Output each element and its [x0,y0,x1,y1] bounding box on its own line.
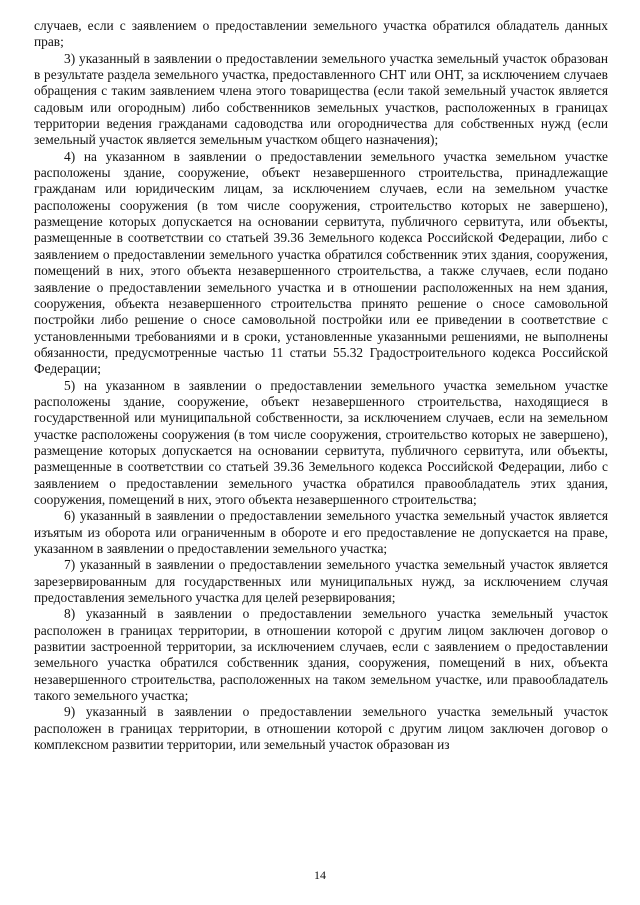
paragraph-continuation: случаев, если с заявлением о предоставлении земельного участка обратился обладатель данных прав; [34,18,608,50]
paragraph-item-9: 9) указанный в заявлении о предоставлении земельного участка земельный участок расположен в границах территории, в отношении которой с другим лицом заключен договор о комплексном развитии территории, или земельный участок образован из [34,704,608,753]
paragraph-item-8: 8) указанный в заявлении о предоставлении земельного участка земельный участок расположен в границах территории, в отношении которой с другим лицом заключен договор о развитии застроенной территории, за исключением случаев, если с заявлением о предоставлении земельного участка обратился собственник здания, сооружения, помещений в них, объекта незавершенного строительства, расположенных на таком земельном участке, или правообладатель такого земельного участка; [34,606,608,704]
paragraph-item-7: 7) указанный в заявлении о предоставлении земельного участка земельный участок является зарезервированным для государственных или муниципальных нужд, за исключением случая предоставления земельного участка для целей резервирования; [34,557,608,606]
paragraph-item-6: 6) указанный в заявлении о предоставлении земельного участка земельный участок является изъятым из оборота или ограниченным в обороте и его предоставление не допускается на праве, указанном в заявлении о предоставлении земельного участка; [34,508,608,556]
paragraph-item-3: 3) указанный в заявлении о предоставлении земельного участка земельный участок образован в результате раздела земельного участка, предоставленного СНТ или ОНТ, за исключением случаев обращения с таким заявлением члена этого товарищества (если такой земельный участок является садовым или огородным) либо собственников земельных участков, расположенных в границах территории ведения гражданами садоводства или огородничества для собственных нужд (если земельный участок является земельным участком общего назначения); [34,50,608,148]
page-number: 14 [314,868,326,882]
paragraph-item-4: 4) на указанном в заявлении о предоставлении земельного участка земельном участке расположены здание, сооружение, объект незавершенного строительства, принадлежащие гражданам или юридическим лицам, за исключением случаев, если на земельном участке расположены сооружения (в том числе сооружения, строительство которых не завершено), размещение которых допускается на основании сервитута, публичного сервитута, или объекты, размещенные в соответствии со статьей 39.36 Земельного кодекса Российской Федерации, либо с заявлением о предоставлении земельного участка обратился собственник этих здания, сооружения, помещений в них, этого объекта незавершенного строительства, а также случаев, если подано заявление о предоставлении земельного участка и в отношении расположенных на нем здания, сооружения, объекта незавершенного строительства принято решение о сносе самовольной постройки либо решение о сносе самовольной постройки или ее приведении в соответствие с установленными требованиями и в сроки, установленные указанными решениями, не выполнены обязанности, предусмотренные частью 11 статьи 55.32 Градостроительного кодекса Российской Федерации; [34,148,608,377]
document-body [34,18,608,753]
paragraph-item-5: 5) на указанном в заявлении о предоставлении земельного участка земельном участке расположены здание, сооружение, объект незавершенного строительства, находящиеся в государственной или муниципальной собственности, за исключением случаев, если на земельном участке расположены сооружения (в том числе сооружения, строительство которых не завершено), размещение которых допускается на основании сервитута, публичного сервитута, или объекты, размещенные в соответствии со статьей 39.36 Земельного кодекса Российской Федерации, либо с заявлением о предоставлении земельного участка обратился правообладатель этих здания, сооружения, помещений в них, этого объекта незавершенного строительства; [34,377,608,507]
